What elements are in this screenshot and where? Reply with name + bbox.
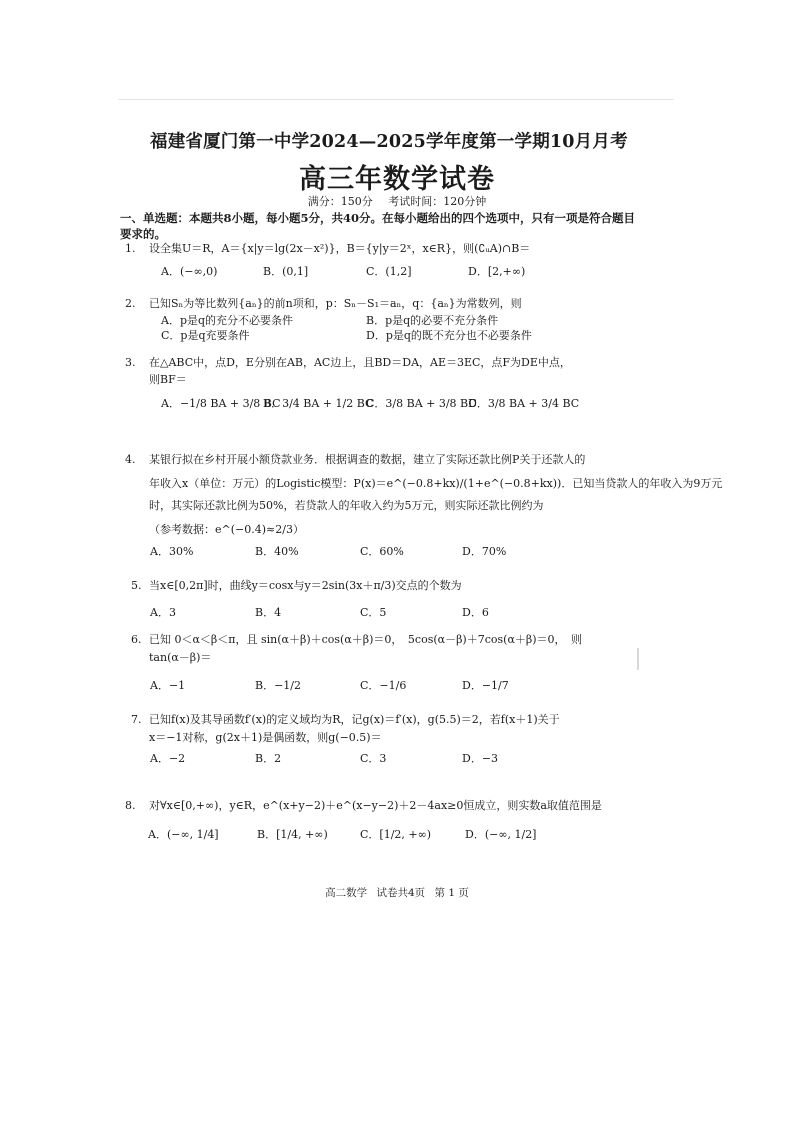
option-d: D．3/8 BA + 3/4 BC: [468, 397, 580, 410]
question-stem-line2: tan(α－β)＝: [149, 651, 212, 664]
option-d: D．−1/7: [462, 679, 509, 692]
question-stem: 已知Sₙ为等比数列{aₙ}的前n项和，p：Sₙ－S₁＝aₙ，q：{aₙ}为常数列，则: [149, 297, 522, 310]
option-b: B．−1/2: [255, 679, 302, 692]
option-c: C．3/8 BA + 3/8 BC: [366, 397, 477, 410]
option-a: A．−2: [150, 752, 186, 765]
school-heading: 福建省厦门第一中学2024—2025学年度第一学期10月月考: [150, 132, 628, 152]
footer-subject: 高二数学: [325, 887, 368, 899]
page-footer: [0, 885, 794, 900]
option-d: D．−3: [462, 752, 499, 765]
exam-meta: [0, 193, 794, 209]
option-b: B．p是q的必要不充分条件: [366, 314, 499, 327]
option-b: B．40%: [255, 545, 299, 558]
option-a: A．(−∞, 1/4]: [148, 828, 219, 841]
option-c: C．60%: [360, 545, 404, 558]
option-b: B．[1/4, +∞): [257, 828, 328, 841]
option-a: A．p是q的充分不必要条件: [161, 314, 294, 327]
question-stem: 已知 0＜α＜β＜π，且 sin(α＋β)＋cos(α＋β)＝0， 5cos(α－β)＋7cos(α＋β)＝0， 则: [149, 633, 583, 646]
option-c: C．p是q充要条件: [161, 329, 250, 342]
footer-page-number: 第 1 页: [434, 887, 469, 899]
exam-time: 考试时间：120分钟: [388, 195, 487, 208]
option-a: A．(−∞,0): [161, 265, 218, 278]
option-c: C．3: [360, 752, 387, 765]
question-number: 2.: [125, 297, 136, 310]
question-stem-line3: 时，其实际还款比例为50%，若贷款人的年收入约为5万元，则实际还款比例约为: [149, 499, 544, 512]
option-d: D．(−∞, 1/2]: [465, 828, 537, 841]
option-c: C．(1,2]: [366, 265, 412, 278]
option-c: C．−1/6: [360, 679, 407, 692]
section-intro: 一、单选题：本题共8小题，每小题5分，共40分。在每小题给出的四个选项中，只有一项是符合题目要求的。: [120, 211, 636, 241]
page-title: 高三年数学试卷: [299, 164, 495, 195]
question-stem-line2: 则BF＝: [149, 373, 187, 386]
option-d: D．[2,+∞): [468, 265, 526, 278]
top-rule: [118, 99, 674, 100]
full-score: 满分：150分: [307, 195, 373, 208]
question-number: 6.: [131, 633, 142, 646]
option-a: A．30%: [150, 545, 194, 558]
option-a: A．3: [150, 606, 176, 619]
option-d: D．p是q的既不充分也不必要条件: [366, 329, 532, 342]
question-number: 7.: [131, 713, 142, 726]
question-stem: 已知f(x)及其导函数f′(x)的定义域均为R，记g(x)＝f′(x)，g(5.5)＝2，若f(x＋1)关于: [149, 713, 560, 726]
question-stem-line2: x＝−1对称，g(2x＋1)是偶函数，则g(−0.5)＝: [149, 731, 382, 744]
option-c: C．[1/2, +∞): [360, 828, 432, 841]
option-c: C．5: [360, 606, 387, 619]
option-b: B．(0,1]: [263, 265, 309, 278]
option-a: A．−1/8 BA + 3/8 BC: [161, 397, 281, 410]
reference-data: （参考数据：e^(−0.4)≈2/3）: [149, 523, 304, 536]
option-a: A．−1: [150, 679, 186, 692]
question-stem: 设全集U＝R，A＝{x|y＝lg(2x－x²)}，B＝{y|y＝2ˣ，x∈R}，则(∁ᵤA)∩B＝: [149, 242, 531, 255]
question-number: 3.: [125, 356, 136, 369]
option-b: B．3/4 BA + 1/2 BC: [263, 397, 374, 410]
option-d: D．6: [462, 606, 489, 619]
question-stem-line2: 年收入x（单位：万元）的Logistic模型：P(x)＝e^(−0.8+kx)/(1+e^(−0.8+kx))．已知当贷款人的年收入为9万元: [149, 477, 723, 490]
question-stem: 某银行拟在乡村开展小额贷款业务．根据调查的数据，建立了实际还款比例P关于还款人的: [149, 453, 586, 466]
footer-total-pages: 试卷共4页: [376, 887, 426, 899]
question-number: 4.: [125, 453, 136, 466]
option-d: D．70%: [462, 545, 507, 558]
question-stem: 当x∈[0,2π]时，曲线y＝cosx与y＝2sin(3x＋π/3)交点的个数为: [149, 579, 462, 592]
question-stem: 对∀x∈[0,+∞)，y∈R，e^(x+y−2)＋e^(x−y−2)＋2－4ax≥0恒成立，则实数a取值范围是: [149, 799, 602, 812]
question-number: 8.: [125, 799, 136, 812]
scan-mark: [637, 648, 639, 670]
option-b: B．4: [255, 606, 282, 619]
question-stem: 在△ABC中，点D，E分别在AB，AC边上，且BD＝DA，AE＝3EC，点F为DE中点，: [149, 356, 571, 369]
question-number: 1.: [125, 242, 136, 255]
question-number: 5.: [131, 579, 142, 592]
option-b: B．2: [255, 752, 282, 765]
